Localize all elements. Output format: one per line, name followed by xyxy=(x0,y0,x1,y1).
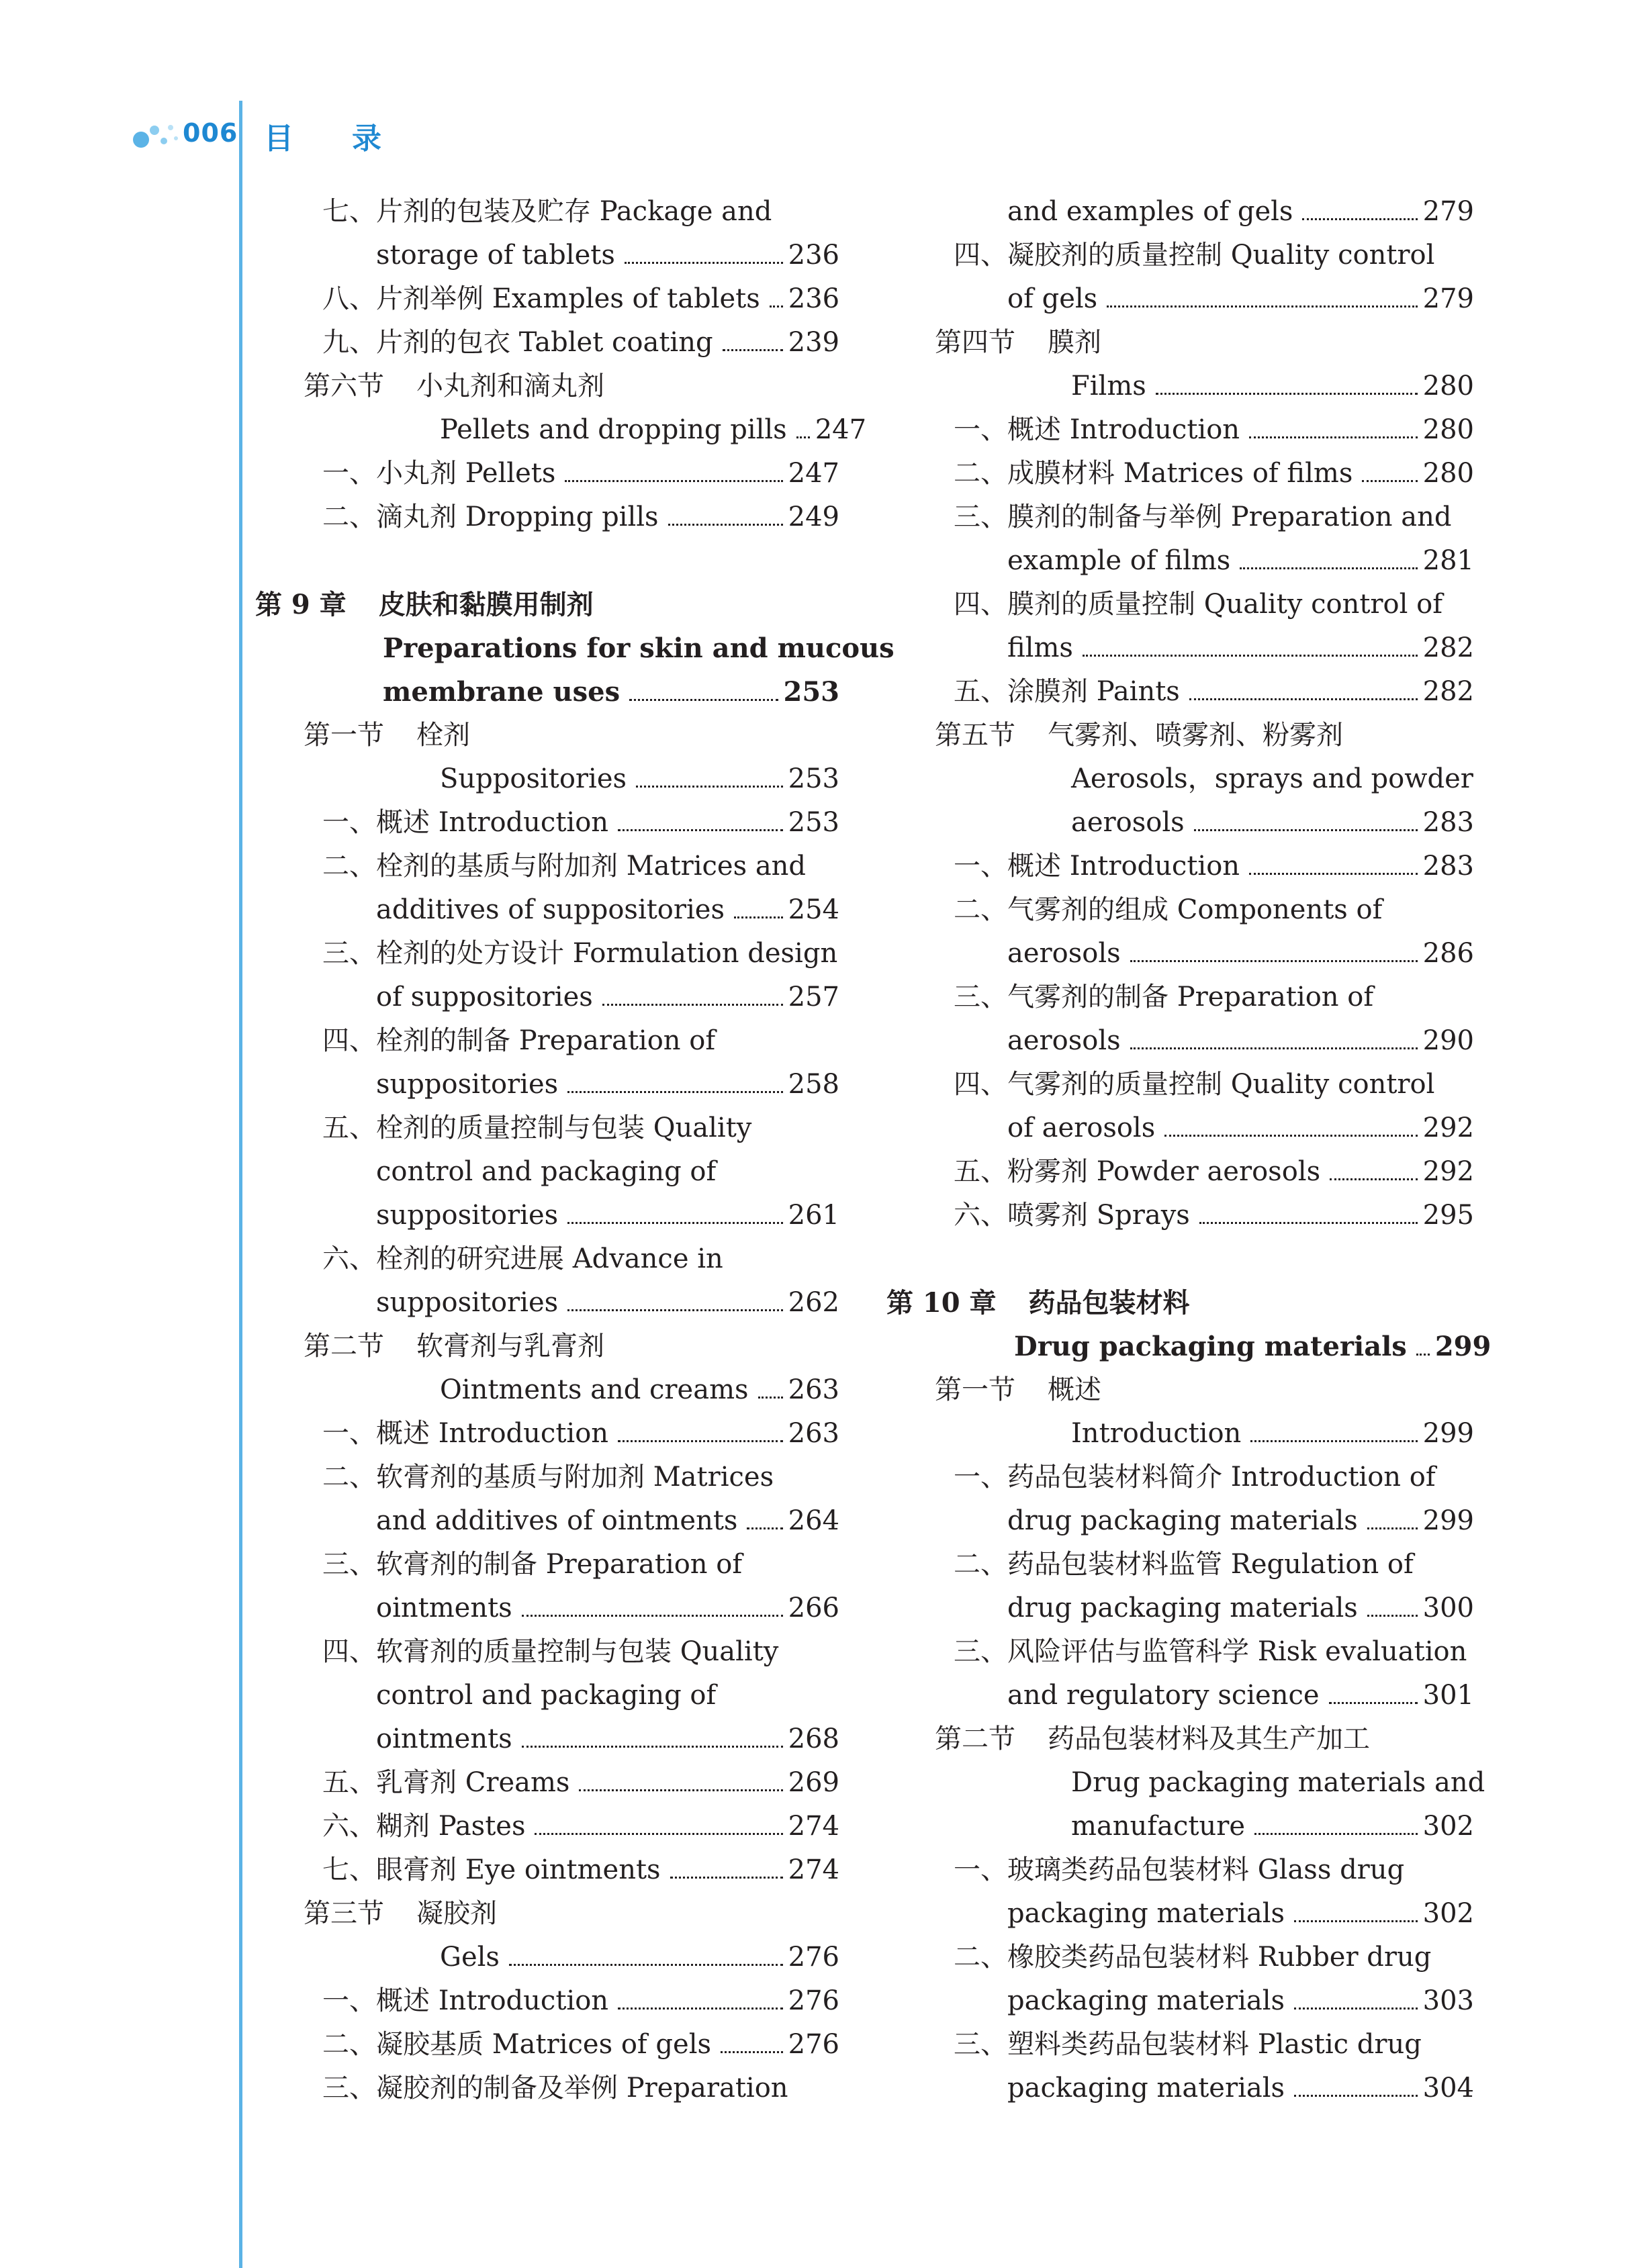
toc-entry-title: 气雾剂、喷雾剂、粉雾剂 xyxy=(1048,720,1343,751)
leader-dots xyxy=(758,1397,783,1399)
toc-entry[interactable] xyxy=(886,1979,1474,2023)
leader-dots xyxy=(1250,1440,1417,1442)
toc-entry-text: Drug packaging materials and xyxy=(1071,1767,1485,1798)
toc-entry[interactable] xyxy=(255,1412,839,1456)
toc-entry-text: and additives of ointments xyxy=(376,1505,738,1536)
toc-page-number: 239 xyxy=(788,327,839,358)
toc-entry-text: aerosols xyxy=(1071,807,1185,838)
toc-entry-text: 一、药品包装材料简介 Introduction of xyxy=(954,1462,1436,1493)
leader-dots xyxy=(567,1309,782,1311)
toc-entry[interactable] xyxy=(255,277,839,321)
toc-entry[interactable] xyxy=(886,1456,1474,1499)
toc-page-number: 302 xyxy=(1422,1898,1474,1929)
toc-entry[interactable] xyxy=(255,1194,839,1237)
toc-entry[interactable] xyxy=(886,1543,1474,1587)
toc-entry-text: 第五节 xyxy=(935,720,1015,751)
toc-entry-text: 一、概述 Introduction xyxy=(322,807,609,838)
toc-entry-text: 二、滴丸剂 Dropping pills xyxy=(322,502,659,532)
toc-entry-text: 第一节 xyxy=(935,1374,1015,1405)
toc-entry-text: ointments xyxy=(376,1723,512,1754)
toc-entry-text: 五、乳膏剂 Creams xyxy=(322,1767,570,1798)
toc-entry-text: 六、糊剂 Pastes xyxy=(322,1811,526,1842)
toc-spacer xyxy=(255,539,839,583)
toc-entry[interactable] xyxy=(886,408,1474,452)
leader-dots xyxy=(1367,1615,1418,1617)
toc-entry[interactable] xyxy=(255,1587,839,1630)
margin-rule xyxy=(239,101,242,2268)
toc-entry-title: 药品包装材料及其生产加工 xyxy=(1048,1723,1370,1754)
leader-dots xyxy=(1199,1222,1418,1224)
toc-page-number: 247 xyxy=(815,414,867,445)
toc-entry-text: Drug packaging materials xyxy=(1014,1331,1407,1362)
toc-page-number: 304 xyxy=(1422,2073,1474,2104)
toc-entry-text: control and packaging of xyxy=(376,1680,717,1711)
leader-dots xyxy=(1083,655,1418,657)
header-title-part1: 目 xyxy=(264,122,293,156)
toc-entry-title: 凝胶剂 xyxy=(416,1898,497,1929)
toc-entry-text: Ointments and creams xyxy=(440,1374,749,1405)
toc-entry[interactable] xyxy=(886,1936,1474,1979)
section-heading[interactable] xyxy=(886,1368,1474,1412)
toc-entry[interactable] xyxy=(886,1412,1474,1456)
toc-right-column xyxy=(886,190,1492,2110)
leader-dots xyxy=(579,1789,782,1791)
toc-entry[interactable] xyxy=(255,1936,839,1979)
leader-dots xyxy=(1294,2007,1418,2010)
toc-entry-text: suppositories xyxy=(376,1200,559,1231)
toc-entry-title: 皮肤和黏膜用制剂 xyxy=(378,589,594,620)
toc-entry-text: 一、概述 Introduction xyxy=(322,1418,609,1449)
toc-page-number: 279 xyxy=(1422,196,1474,227)
leader-dots xyxy=(567,1091,782,1093)
leader-dots xyxy=(796,436,810,438)
toc-entry-text: drug packaging materials xyxy=(1007,1593,1358,1623)
toc-page-number: 301 xyxy=(1422,1680,1474,1711)
toc-entry[interactable] xyxy=(886,1587,1474,1630)
leader-dots xyxy=(602,1004,783,1006)
toc-entry[interactable] xyxy=(255,888,839,932)
toc-entry-text: 三、软膏剂的制备 Preparation of xyxy=(322,1549,743,1580)
toc-page-number: 299 xyxy=(1434,1331,1492,1362)
leader-dots xyxy=(565,480,782,482)
toc-entry[interactable] xyxy=(886,495,1474,539)
toc-entry-text: Gels xyxy=(440,1942,500,1973)
toc-entry[interactable] xyxy=(255,408,867,452)
leader-dots xyxy=(1362,480,1417,482)
leader-dots xyxy=(770,305,783,308)
toc-page-number: 302 xyxy=(1422,1811,1474,1842)
toc-entry-text: films xyxy=(1007,632,1073,663)
toc-page-number: 292 xyxy=(1422,1156,1474,1187)
toc-entry[interactable] xyxy=(886,888,1474,932)
toc-page-number: 247 xyxy=(788,458,839,489)
toc-entry[interactable] xyxy=(255,1106,839,1150)
toc-entry-text: 第 9 章 xyxy=(255,589,347,620)
toc-entry[interactable] xyxy=(255,234,839,277)
toc-entry[interactable] xyxy=(886,452,1474,495)
toc-entry-text: 五、栓剂的质量控制与包装 Quality xyxy=(322,1113,752,1143)
toc-page-number: 268 xyxy=(788,1723,839,1754)
toc-entry[interactable] xyxy=(886,583,1474,626)
toc-page-number: 274 xyxy=(788,1811,839,1842)
leader-dots xyxy=(1130,1047,1418,1049)
toc-entry-title: 软膏剂与乳膏剂 xyxy=(416,1331,604,1362)
toc-page-number: 236 xyxy=(788,240,839,271)
toc-entry-text: packaging materials xyxy=(1007,2073,1285,2104)
toc-entry[interactable] xyxy=(886,539,1474,583)
toc-page-number: 292 xyxy=(1422,1113,1474,1143)
toc-entry-text: of suppositories xyxy=(376,982,593,1012)
toc-page-number: 249 xyxy=(788,502,839,532)
toc-entry-text: additives of suppositories xyxy=(376,894,725,925)
toc-page-number: 266 xyxy=(788,1593,839,1623)
toc-entry[interactable] xyxy=(255,801,839,845)
toc-entry-text: 一、概述 Introduction xyxy=(322,1985,609,2016)
toc-entry[interactable] xyxy=(255,1543,839,1587)
toc-entry-text: 四、凝胶剂的质量控制 Quality control xyxy=(954,240,1435,271)
toc-entry[interactable] xyxy=(255,1805,839,1848)
leader-dots xyxy=(1330,1178,1418,1180)
toc-entry[interactable] xyxy=(886,1892,1474,1936)
toc-entry-text: 一、小丸剂 Pellets xyxy=(322,458,556,489)
toc-page-number: 282 xyxy=(1422,632,1474,663)
leader-dots xyxy=(1254,1833,1418,1835)
toc-page-number: 262 xyxy=(788,1287,839,1318)
toc-entry[interactable] xyxy=(886,757,1474,801)
toc-entry[interactable] xyxy=(255,1150,839,1194)
toc-page-number: 253 xyxy=(783,676,839,708)
leader-dots xyxy=(1107,305,1417,308)
toc-entry-text: 三、风险评估与监管科学 Risk evaluation xyxy=(954,1636,1467,1667)
toc-page-number: 261 xyxy=(788,1200,839,1231)
leader-dots xyxy=(747,1527,782,1529)
leader-dots xyxy=(1240,567,1417,569)
page-number: 006 xyxy=(183,118,238,148)
toc-entry-text: Suppositories xyxy=(440,763,627,794)
toc-entry-text: suppositories xyxy=(376,1069,559,1100)
toc-entry[interactable] xyxy=(255,1019,839,1063)
toc-entry-text: 一、玻璃类药品包装材料 Glass drug xyxy=(954,1854,1405,1885)
toc-entry[interactable] xyxy=(255,1237,839,1281)
toc-entry-text: 二、橡胶类药品包装材料 Rubber drug xyxy=(954,1942,1432,1973)
toc-entry-text: 六、喷雾剂 Sprays xyxy=(954,1200,1190,1231)
toc-spacer xyxy=(886,1237,1474,1281)
toc-entry[interactable] xyxy=(255,932,839,976)
leader-dots xyxy=(1130,960,1418,962)
toc-page-number: 263 xyxy=(788,1418,839,1449)
leader-dots xyxy=(1164,1135,1417,1137)
leader-dots xyxy=(1329,1702,1418,1704)
section-heading[interactable] xyxy=(886,1717,1474,1761)
toc-entry[interactable] xyxy=(255,845,839,888)
toc-entry[interactable] xyxy=(255,1630,839,1674)
toc-entry-text: 四、气雾剂的质量控制 Quality control xyxy=(954,1069,1435,1100)
toc-entry[interactable] xyxy=(886,1150,1474,1194)
toc-entry-text: 二、栓剂的基质与附加剂 Matrices and xyxy=(322,851,807,882)
toc-entry[interactable] xyxy=(886,1325,1492,1368)
leader-dots xyxy=(618,829,783,831)
toc-entry-text: Films xyxy=(1071,371,1146,401)
toc-entry-title: 药品包装材料 xyxy=(1028,1287,1190,1319)
leader-dots xyxy=(721,2051,783,2053)
toc-entry-text: 第六节 xyxy=(304,371,384,401)
toc-page-number: 276 xyxy=(788,1985,839,2016)
toc-entry-text: aerosols xyxy=(1007,938,1121,969)
toc-entry[interactable] xyxy=(886,1848,1474,1892)
toc-entry[interactable] xyxy=(886,190,1474,234)
toc-entry-text: example of films xyxy=(1007,545,1231,576)
toc-page-number: 254 xyxy=(788,894,839,925)
toc-entry-text: ointments xyxy=(376,1593,512,1623)
toc-page-number: 299 xyxy=(1422,1418,1474,1449)
toc-entry-text: Aerosols，sprays and powder xyxy=(1071,763,1473,794)
toc-entry[interactable] xyxy=(886,1630,1474,1674)
toc-page-number: 290 xyxy=(1422,1025,1474,1056)
toc-entry[interactable] xyxy=(886,845,1474,888)
toc-entry[interactable] xyxy=(886,932,1474,976)
leader-dots xyxy=(1294,1920,1418,1922)
section-heading[interactable] xyxy=(255,1325,839,1368)
toc-entry-text: 三、凝胶剂的制备及举例 Preparation xyxy=(322,2073,788,2104)
toc-page-number: 276 xyxy=(788,2029,839,2060)
toc-entry[interactable] xyxy=(255,976,839,1019)
toc-page-number: 280 xyxy=(1422,458,1474,489)
toc-page-number: 299 xyxy=(1422,1505,1474,1536)
toc-page-number: 276 xyxy=(788,1942,839,1973)
toc-entry-text: 八、片剂举例 Examples of tablets xyxy=(322,283,760,314)
toc-entry-text: Pellets and dropping pills xyxy=(440,414,787,445)
toc-page-number: 236 xyxy=(788,283,840,314)
toc-entry[interactable] xyxy=(886,976,1474,1019)
chapter-heading[interactable] xyxy=(886,1281,1474,1325)
toc-entry[interactable] xyxy=(886,1063,1474,1106)
toc-entry[interactable] xyxy=(255,1281,839,1325)
toc-entry[interactable] xyxy=(886,1019,1474,1063)
toc-entry-text: packaging materials xyxy=(1007,1985,1285,2016)
toc-entry-text: Introduction xyxy=(1071,1418,1242,1449)
leader-dots xyxy=(670,1877,783,1879)
toc-entry[interactable] xyxy=(886,1194,1474,1237)
toc-entry[interactable] xyxy=(255,1368,839,1412)
toc-entry-text: aerosols xyxy=(1007,1025,1121,1056)
leader-dots xyxy=(1194,829,1418,831)
chapter-heading[interactable] xyxy=(255,583,839,626)
toc-entry-text: 二、软膏剂的基质与附加剂 Matrices xyxy=(322,1462,774,1493)
leader-dots xyxy=(1416,1354,1430,1356)
toc-entry-text: 三、膜剂的制备与举例 Preparation and xyxy=(954,502,1452,532)
toc-entry[interactable] xyxy=(886,1805,1474,1848)
toc-page-number: 281 xyxy=(1422,545,1474,576)
toc-entry-text: 三、塑料类药品包装材料 Plastic drug xyxy=(954,2029,1422,2060)
toc-page-number: 274 xyxy=(788,1854,839,1885)
toc-entry[interactable] xyxy=(255,190,839,234)
toc-entry-text: 二、药品包装材料监管 Regulation of xyxy=(954,1549,1414,1580)
toc-entry-text: 第 10 章 xyxy=(886,1287,997,1319)
toc-entry-text: 四、膜剂的质量控制 Quality control of xyxy=(954,589,1443,620)
section-heading[interactable] xyxy=(886,321,1474,365)
leader-dots xyxy=(522,1746,783,1748)
leader-dots xyxy=(723,349,783,351)
toc-entry-text: 一、概述 Introduction xyxy=(954,414,1240,445)
toc-entry-text: drug packaging materials xyxy=(1007,1505,1358,1536)
toc-entry[interactable] xyxy=(255,1717,839,1761)
toc-entry-text: 三、气雾剂的制备 Preparation of xyxy=(954,982,1374,1012)
toc-entry-text: storage of tablets xyxy=(376,240,615,271)
toc-page-number: 257 xyxy=(788,982,839,1012)
toc-entry-text: and regulatory science xyxy=(1007,1680,1320,1711)
toc-entry-text: 六、栓剂的研究进展 Advance in xyxy=(322,1243,723,1274)
toc-entry[interactable] xyxy=(886,626,1474,670)
toc-page-number: 303 xyxy=(1422,1985,1474,2016)
toc-entry-text: 四、软膏剂的质量控制与包装 Quality xyxy=(322,1636,779,1667)
toc-page-number: 258 xyxy=(788,1069,839,1100)
toc-entry-title: 栓剂 xyxy=(416,720,470,751)
toc-entry[interactable] xyxy=(255,1979,839,2023)
leader-dots xyxy=(618,1440,783,1442)
toc-page-number: 286 xyxy=(1422,938,1474,969)
toc-entry[interactable] xyxy=(255,1674,839,1717)
toc-entry-text: 二、气雾剂的组成 Components of xyxy=(954,894,1383,925)
toc-entry[interactable] xyxy=(886,1761,1485,1805)
toc-page-number: 269 xyxy=(788,1767,839,1798)
toc-entry[interactable] xyxy=(255,2067,839,2110)
leader-dots xyxy=(1367,1527,1418,1529)
leader-dots xyxy=(1156,393,1418,395)
toc-entry-text: 第二节 xyxy=(304,1331,384,1362)
toc-entry[interactable] xyxy=(255,1456,839,1499)
toc-entry-text: 二、凝胶基质 Matrices of gels xyxy=(322,2029,712,2060)
toc-entry[interactable] xyxy=(255,2023,839,2067)
leader-dots xyxy=(1249,436,1418,438)
toc-entry-title: 小丸剂和滴丸剂 xyxy=(416,371,604,401)
toc-entry-text: of aerosols xyxy=(1007,1113,1156,1143)
leader-dots xyxy=(509,1964,783,1966)
toc-page-number: 283 xyxy=(1422,807,1474,838)
section-heading[interactable] xyxy=(886,714,1474,757)
toc-entry-text: manufacture xyxy=(1071,1811,1245,1842)
toc-entry-text: 第三节 xyxy=(304,1898,384,1929)
toc-entry-text: 五、涂膜剂 Paints xyxy=(954,676,1180,707)
toc-entry[interactable] xyxy=(886,670,1474,714)
toc-entry[interactable] xyxy=(886,2023,1474,2067)
leader-dots xyxy=(1249,873,1418,875)
toc-entry[interactable] xyxy=(886,1106,1474,1150)
toc-entry-title: 概述 xyxy=(1048,1374,1101,1405)
toc-page-number: 264 xyxy=(788,1505,839,1536)
toc-entry-title: 膜剂 xyxy=(1048,327,1101,358)
toc-entry[interactable] xyxy=(255,626,895,670)
toc-entry[interactable] xyxy=(255,670,839,714)
toc-entry-text: packaging materials xyxy=(1007,1898,1285,1929)
toc-page-number: 253 xyxy=(788,807,839,838)
leader-dots xyxy=(1189,698,1418,700)
toc-left-column xyxy=(255,190,895,2110)
toc-entry[interactable] xyxy=(886,2067,1474,2110)
toc-entry[interactable] xyxy=(255,757,839,801)
toc-entry[interactable] xyxy=(886,365,1474,408)
toc-entry-text: and examples of gels xyxy=(1007,196,1293,227)
header-title-part2: 录 xyxy=(352,122,381,156)
leader-dots xyxy=(535,1833,782,1835)
section-heading[interactable] xyxy=(255,714,839,757)
toc-entry-text: 三、栓剂的处方设计 Formulation design xyxy=(322,938,838,969)
toc-entry[interactable] xyxy=(255,1063,839,1106)
toc-entry-text: Preparations for skin and mucous xyxy=(383,632,895,664)
bubbles-logo-icon xyxy=(129,114,189,154)
toc-entry[interactable] xyxy=(255,321,839,365)
leader-dots xyxy=(618,2007,783,2010)
toc-page-number: 300 xyxy=(1422,1593,1474,1623)
toc-entry-text: 七、片剂的包装及贮存 Package and xyxy=(322,196,772,227)
toc-entry-text: 二、成膜材料 Matrices of films xyxy=(954,458,1353,489)
toc-entry[interactable] xyxy=(255,1848,839,1892)
leader-dots xyxy=(668,524,783,526)
toc-entry[interactable] xyxy=(255,1499,839,1543)
leader-dots xyxy=(567,1222,782,1224)
toc-page-number: 283 xyxy=(1422,851,1474,882)
toc-page-number: 280 xyxy=(1422,414,1474,445)
toc-entry-text: membrane uses xyxy=(383,676,621,708)
toc-page-number: 282 xyxy=(1422,676,1474,707)
toc-entry[interactable] xyxy=(886,1499,1474,1543)
toc-entry[interactable] xyxy=(886,234,1474,277)
toc-entry-text: 一、概述 Introduction xyxy=(954,851,1240,882)
leader-dots xyxy=(1294,2095,1418,2097)
toc-entry-text: 九、片剂的包衣 Tablet coating xyxy=(322,327,713,358)
toc-page-number: 263 xyxy=(788,1374,839,1405)
leader-dots xyxy=(734,916,783,918)
toc-page-number: 295 xyxy=(1422,1200,1474,1231)
toc-entry-text: suppositories xyxy=(376,1287,559,1318)
toc-page-number: 280 xyxy=(1422,371,1474,401)
leader-dots xyxy=(625,262,783,264)
toc-entry[interactable] xyxy=(886,801,1474,845)
toc-entry[interactable] xyxy=(886,1674,1474,1717)
leader-dots xyxy=(1302,218,1417,220)
section-heading[interactable] xyxy=(255,365,839,408)
toc-entry-text: of gels xyxy=(1007,283,1098,314)
toc-entry-text: 第二节 xyxy=(935,1723,1015,1754)
toc-entry-text: 五、粉雾剂 Powder aerosols xyxy=(954,1156,1321,1187)
toc-entry-text: 四、栓剂的制备 Preparation of xyxy=(322,1025,716,1056)
leader-dots xyxy=(636,786,783,788)
section-heading[interactable] xyxy=(255,1892,839,1936)
toc-entry-text: 第四节 xyxy=(935,327,1015,358)
toc-entry-text: 七、眼膏剂 Eye ointments xyxy=(322,1854,661,1885)
toc-entry-text: control and packaging of xyxy=(376,1156,717,1187)
toc-entry[interactable] xyxy=(255,1761,839,1805)
leader-dots xyxy=(522,1615,783,1617)
toc-entry[interactable] xyxy=(255,495,839,539)
toc-entry[interactable] xyxy=(255,452,839,495)
toc-page-number: 279 xyxy=(1422,283,1474,314)
toc-entry-text: 第一节 xyxy=(304,720,384,751)
toc-entry[interactable] xyxy=(886,277,1474,321)
leader-dots xyxy=(629,699,778,701)
toc-page-number: 253 xyxy=(788,763,839,794)
